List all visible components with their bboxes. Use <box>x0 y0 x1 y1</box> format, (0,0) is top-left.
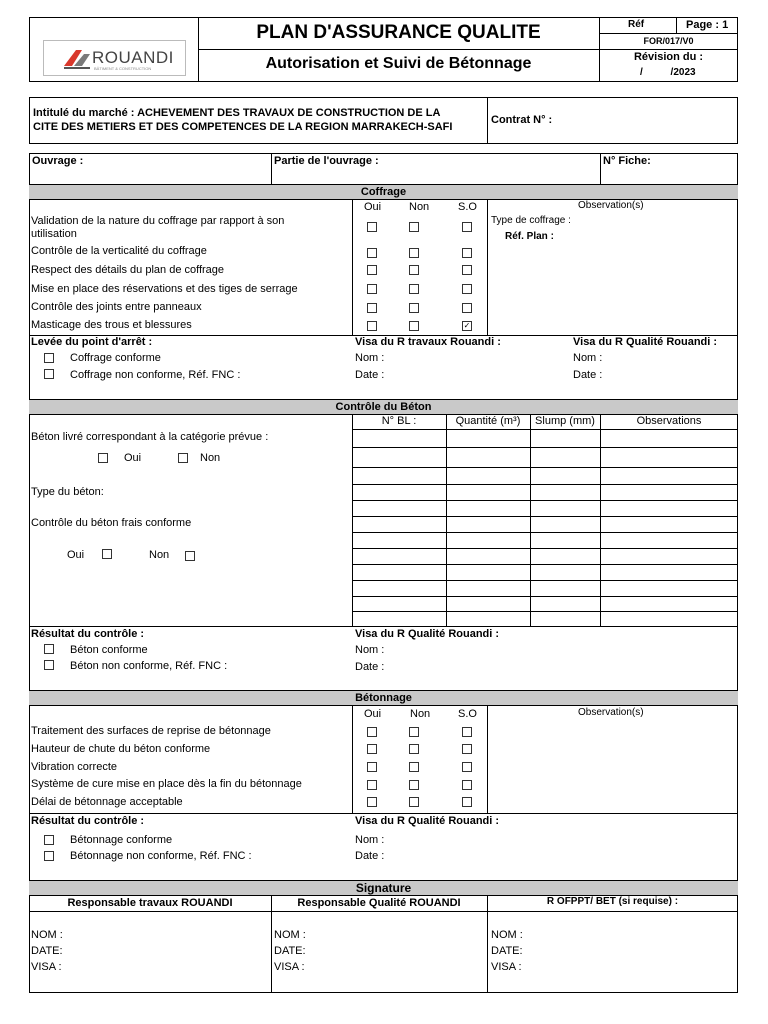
betonnage-col-so: S.O <box>458 708 477 720</box>
beton-frais-label: Contrôle du béton frais conforme <box>31 517 192 529</box>
beton-type-label: Type du béton: <box>31 486 104 498</box>
coffrage-travaux-nom-label: Nom : <box>355 352 385 364</box>
betonnage-non-conforme-checkbox[interactable] <box>44 851 54 861</box>
beton-livre-label: Béton livré correspondant à la catégorie prévue : <box>31 431 269 443</box>
page-subtitle: Autorisation et Suivi de Bétonnage <box>265 55 532 72</box>
betonnage-3-so-checkbox[interactable] <box>462 762 472 772</box>
revision-label: Révision du : <box>633 51 704 63</box>
beton-col-slump: Slump (mm) <box>535 415 595 427</box>
page-title: PLAN D'ASSURANCE QUALITE <box>256 22 541 43</box>
beton-resultat-label: Résultat du contrôle : <box>31 628 145 640</box>
betonnage-item-3: Vibration correcte <box>31 761 118 773</box>
coffrage-col-so: S.O <box>458 201 477 213</box>
betonnage-5-non-checkbox[interactable] <box>409 797 419 807</box>
beton-date-label: Date : <box>355 661 385 673</box>
coffrage-item-1-cont: utilisation <box>31 228 77 240</box>
betonnage-2-so-checkbox[interactable] <box>462 744 472 754</box>
logo-mark-icon <box>62 46 92 70</box>
main-form <box>29 153 738 993</box>
coffrage-5-oui-checkbox[interactable] <box>367 303 377 313</box>
logo-subtitle: BÂTIMENT & CONSTRUCTION <box>94 66 152 71</box>
betonnage-col-oui: Oui <box>364 708 382 720</box>
coffrage-3-non-checkbox[interactable] <box>409 265 419 275</box>
beton-section-header: Contrôle du Béton <box>29 399 738 415</box>
sig1-nom-label: NOM : <box>31 929 63 941</box>
company-logo <box>43 40 186 76</box>
coffrage-item-2: Contrôle de la verticalité du coffrage <box>31 245 207 257</box>
beton-livre-non-label: Non <box>200 452 221 464</box>
sig1-date-label: DATE: <box>31 945 63 957</box>
beton-col-observations: Observations <box>636 415 702 427</box>
ref-label: Réf <box>628 19 645 30</box>
beton-col-bl: N° BL : <box>381 415 417 427</box>
logo-text: ROUANDI <box>92 48 174 67</box>
betonnage-item-5: Délai de bétonnage acceptable <box>31 796 183 808</box>
beton-conforme-checkbox[interactable] <box>44 644 54 654</box>
sig2-visa-label: VISA : <box>274 961 305 973</box>
coffrage-visa-qualite-label: Visa du R Qualité Rouandi : <box>573 336 718 348</box>
betonnage-visa-qualite-label: Visa du R Qualité Rouandi : <box>355 815 500 827</box>
betonnage-3-non-checkbox[interactable] <box>409 762 419 772</box>
beton-visa-qualite-label: Visa du R Qualité Rouandi : <box>355 628 500 640</box>
sig1-visa-label: VISA : <box>31 961 62 973</box>
betonnage-nom-label: Nom : <box>355 834 385 846</box>
betonnage-resultat-label: Résultat du contrôle : <box>31 815 145 827</box>
betonnage-date-label: Date : <box>355 850 385 862</box>
coffrage-4-non-checkbox[interactable] <box>409 284 419 294</box>
coffrage-item-5: Contrôle des joints entre panneaux <box>31 301 202 313</box>
coffrage-item-3: Respect des détails du plan de coffrage <box>31 264 225 276</box>
betonnage-1-oui-checkbox[interactable] <box>367 727 377 737</box>
coffrage-5-non-checkbox[interactable] <box>409 303 419 313</box>
fiche-label: N° Fiche: <box>603 155 651 167</box>
coffrage-item-4: Mise en place des réservations et des tiges de serrage <box>31 283 298 295</box>
revision-date: / /2023 <box>640 67 696 78</box>
coffrage-item-1: Validation de la nature du coffrage par rapport à son <box>31 215 285 227</box>
sig3-nom-label: NOM : <box>491 929 523 941</box>
betonnage-non-conforme-label: Bétonnage non conforme, Réf. FNC : <box>70 850 252 862</box>
beton-livre-non-checkbox[interactable] <box>178 453 188 463</box>
coffrage-1-non-checkbox[interactable] <box>409 222 419 232</box>
coffrage-non-conforme-checkbox[interactable] <box>44 369 54 379</box>
betonnage-4-so-checkbox[interactable] <box>462 780 472 790</box>
page-number: Page : 1 <box>686 19 729 31</box>
marche-title-line1: Intitulé du marché : ACHEVEMENT DES TRAVAUX DE CONSTRUCTION DE LA <box>33 107 441 119</box>
coffrage-qualite-nom-label: Nom : <box>573 352 603 364</box>
marche-title-line2: CITE DES METIERS ET DES COMPETENCES DE LA REGION MARRAKECH-SAFI <box>33 121 453 133</box>
betonnage-conforme-label: Bétonnage conforme <box>70 834 173 846</box>
beton-livre-oui-label: Oui <box>124 452 142 464</box>
coffrage-4-oui-checkbox[interactable] <box>367 284 377 294</box>
signature-col-ofppt: R OFPPT/ BET (si requise) : <box>546 896 679 907</box>
coffrage-visa-travaux-label: Visa du R travaux Rouandi : <box>355 336 501 348</box>
beton-livre-oui-checkbox[interactable] <box>98 453 108 463</box>
beton-frais-oui-label: Oui <box>67 549 85 561</box>
beton-non-conforme-checkbox[interactable] <box>44 660 54 670</box>
sig3-date-label: DATE: <box>491 945 523 957</box>
partie-label: Partie de l'ouvrage : <box>274 155 379 167</box>
betonnage-col-non: Non <box>410 708 431 720</box>
betonnage-2-non-checkbox[interactable] <box>409 744 419 754</box>
betonnage-5-so-checkbox[interactable] <box>462 797 472 807</box>
coffrage-5-so-checkbox[interactable] <box>462 303 472 313</box>
coffrage-3-so-checkbox[interactable] <box>462 265 472 275</box>
beton-frais-non-checkbox[interactable] <box>185 551 195 561</box>
betonnage-4-oui-checkbox[interactable] <box>367 780 377 790</box>
coffrage-conforme-label: Coffrage conforme <box>70 352 161 364</box>
coffrage-2-non-checkbox[interactable] <box>409 248 419 258</box>
betonnage-conforme-checkbox[interactable] <box>44 835 54 845</box>
betonnage-2-oui-checkbox[interactable] <box>367 744 377 754</box>
coffrage-4-so-checkbox[interactable] <box>462 284 472 294</box>
betonnage-1-non-checkbox[interactable] <box>409 727 419 737</box>
contrat-label: Contrat N° : <box>491 114 553 126</box>
coffrage-qualite-date-label: Date : <box>573 369 603 381</box>
levee-label: Levée du point d'arrêt : <box>31 336 153 348</box>
coffrage-section-header: Coffrage <box>29 184 738 200</box>
coffrage-observation-label: Observation(s) <box>578 200 644 211</box>
betonnage-item-1: Traitement des surfaces de reprise de bétonnage <box>31 725 271 737</box>
coffrage-type-label: Type de coffrage : <box>491 215 571 226</box>
signature-section-header: Signature <box>29 880 738 896</box>
betonnage-item-4: Système de cure mise en place dès la fin du bétonnage <box>31 778 302 790</box>
beton-nom-label: Nom : <box>355 644 385 656</box>
betonnage-5-oui-checkbox[interactable] <box>367 797 377 807</box>
sig2-date-label: DATE: <box>274 945 306 957</box>
coffrage-6-non-checkbox[interactable] <box>409 321 419 331</box>
betonnage-4-non-checkbox[interactable] <box>409 780 419 790</box>
beton-frais-non-label: Non <box>149 549 170 561</box>
coffrage-2-oui-checkbox[interactable] <box>367 248 377 258</box>
coffrage-conforme-checkbox[interactable] <box>44 353 54 363</box>
coffrage-ref-plan-label: Réf. Plan : <box>505 231 554 242</box>
beton-conforme-label: Béton conforme <box>70 644 148 656</box>
signature-col-travaux: Responsable travaux ROUANDI <box>67 897 233 909</box>
coffrage-item-6: Masticage des trous et blessures <box>31 319 192 331</box>
coffrage-col-oui: Oui <box>364 201 382 213</box>
betonnage-observation-label: Observation(s) <box>578 707 644 718</box>
beton-non-conforme-label: Béton non conforme, Réf. FNC : <box>70 660 228 672</box>
coffrage-6-so-checkbox[interactable]: ✓ <box>463 321 471 330</box>
betonnage-item-2: Hauteur de chute du béton conforme <box>31 743 211 755</box>
coffrage-col-non: Non <box>409 201 430 213</box>
signature-col-qualite: Responsable Qualité ROUANDI <box>297 897 461 909</box>
ouvrage-label: Ouvrage : <box>32 155 84 167</box>
coffrage-travaux-date-label: Date : <box>355 369 385 381</box>
coffrage-3-oui-checkbox[interactable] <box>367 265 377 275</box>
coffrage-non-conforme-label: Coffrage non conforme, Réf. FNC : <box>70 369 241 381</box>
coffrage-2-so-checkbox[interactable] <box>462 248 472 258</box>
sig3-visa-label: VISA : <box>491 961 522 973</box>
coffrage-1-so-checkbox[interactable] <box>462 222 472 232</box>
betonnage-3-oui-checkbox[interactable] <box>367 762 377 772</box>
betonnage-section-header: Bétonnage <box>29 690 738 706</box>
betonnage-1-so-checkbox[interactable] <box>462 727 472 737</box>
coffrage-1-oui-checkbox[interactable] <box>367 222 377 232</box>
sig2-nom-label: NOM : <box>274 929 306 941</box>
ref-value: FOR/017/V0 <box>643 36 694 46</box>
coffrage-6-oui-checkbox[interactable] <box>367 321 377 331</box>
beton-frais-oui-checkbox[interactable] <box>102 549 112 559</box>
beton-col-quantite: Quantité (m³) <box>455 415 521 427</box>
